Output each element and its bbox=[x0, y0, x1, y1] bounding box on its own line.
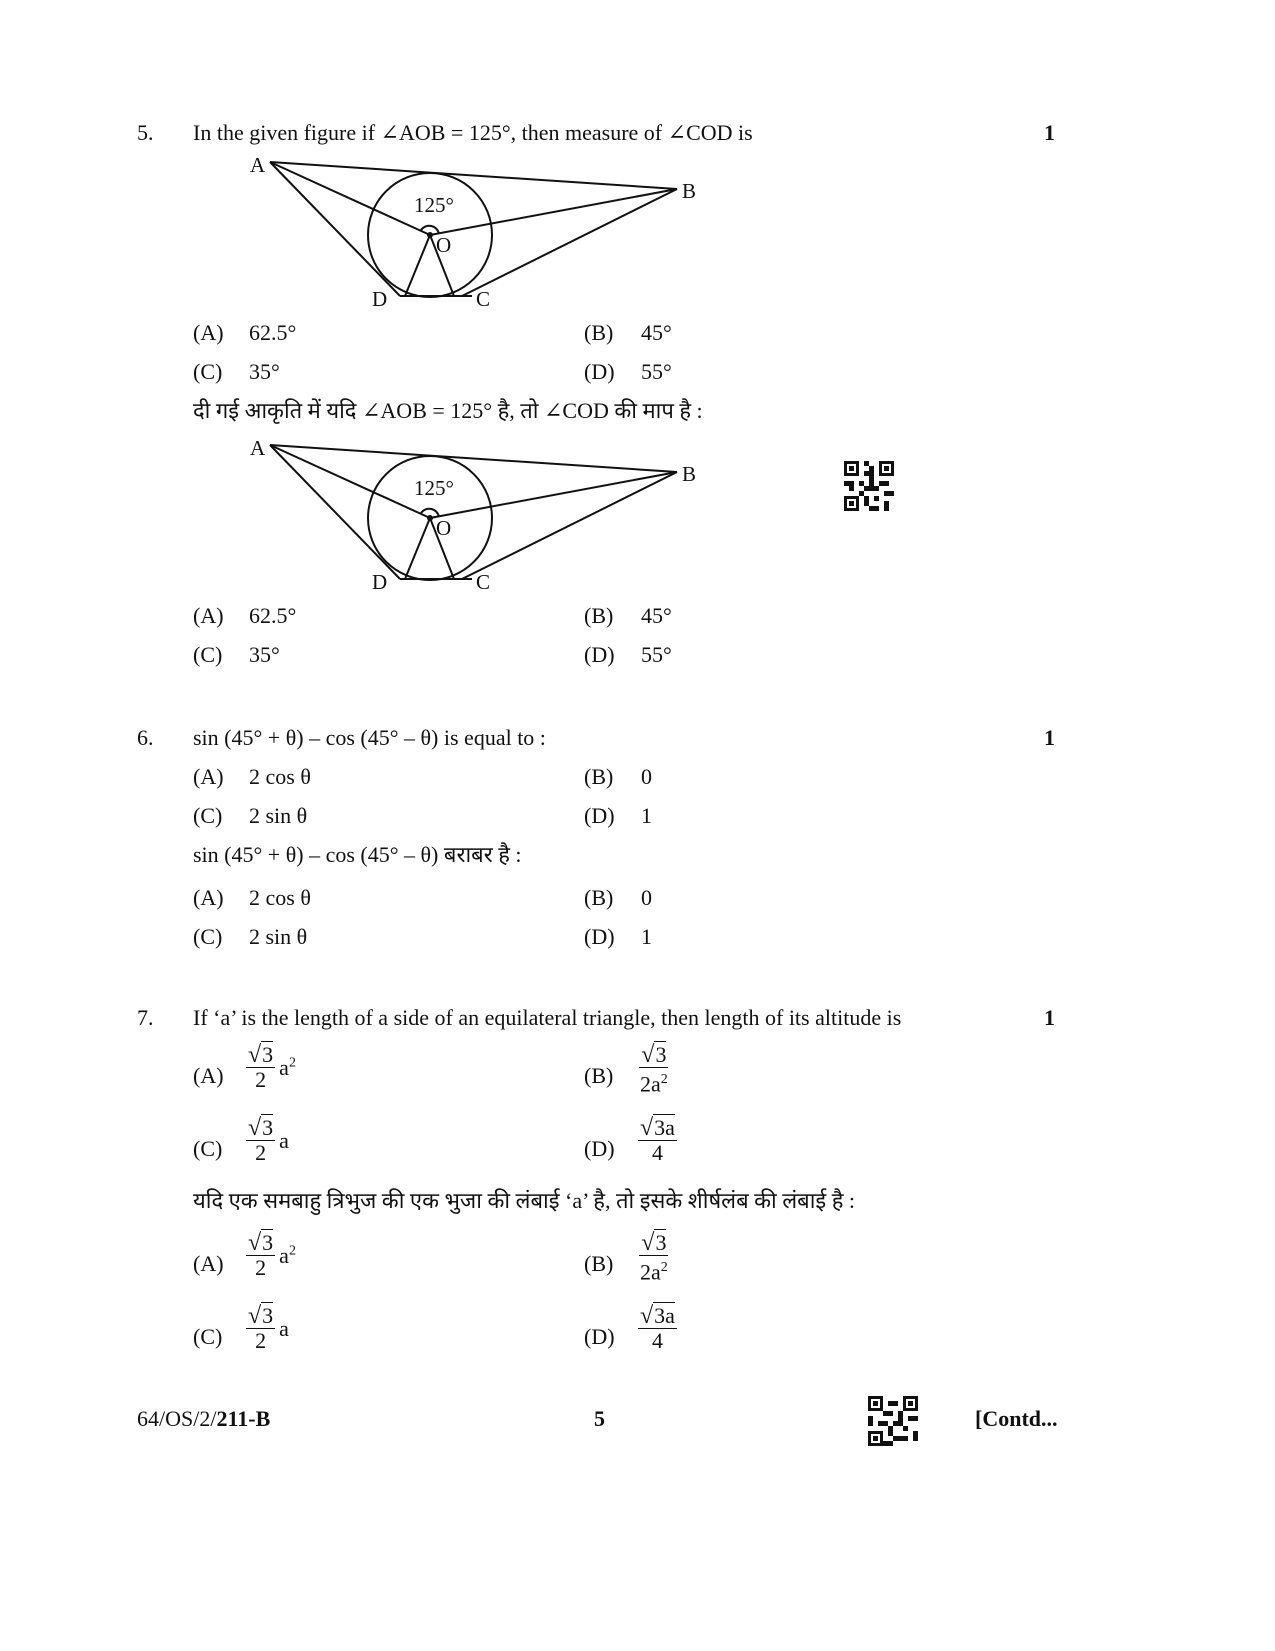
q7-opt-d: $\frac{√3a}{4}$ bbox=[640, 1115, 675, 1165]
q7-marks: 1 bbox=[1044, 1005, 1055, 1030]
q5-hi-opt-c: 35° bbox=[249, 642, 280, 667]
q6-hi-opt-c: 2 sin θ bbox=[249, 924, 308, 949]
q6-hi-opt-c-label: (C) bbox=[193, 924, 223, 949]
q5-opt-c-label: (C) bbox=[193, 359, 223, 384]
q6-opt-b-label: (B) bbox=[584, 764, 614, 789]
q6-text-en: sin (45° + θ) – cos (45° – θ) is equal to : bbox=[193, 725, 546, 750]
q5-figure-en bbox=[240, 148, 710, 313]
q7-hi-opt-b: $\frac{√3}{2a^2}$ bbox=[640, 1230, 668, 1285]
fig1-angle-label: 125° bbox=[414, 193, 454, 217]
q5-hi-opt-b-label: (B) bbox=[584, 603, 614, 628]
fig1-label-d: D bbox=[372, 287, 388, 311]
q6-opt-b: 0 bbox=[641, 764, 652, 789]
fig1-label-a: A bbox=[250, 153, 266, 177]
q7-opt-b: $\frac{√3}{2a^2}$ bbox=[640, 1042, 668, 1097]
q6-hi-opt-a: 2 cos θ bbox=[249, 885, 311, 910]
q5-hi-opt-d: 55° bbox=[641, 642, 672, 667]
q6-opt-a: 2 cos θ bbox=[249, 764, 311, 789]
q7-number: 7. bbox=[137, 1005, 154, 1030]
q5-number: 5. bbox=[137, 120, 154, 145]
fig1-label-c: C bbox=[476, 287, 491, 311]
fig2-label-b: B bbox=[682, 462, 697, 486]
paper-code: 64/OS/2/211-B bbox=[137, 1406, 271, 1431]
q7-hi-opt-a-label: (A) bbox=[193, 1251, 224, 1276]
footer-qr-code-icon bbox=[868, 1396, 918, 1446]
q6-number: 6. bbox=[137, 725, 154, 750]
q6-hi-opt-b-label: (B) bbox=[584, 885, 614, 910]
q7-hi-opt-d-label: (D) bbox=[584, 1324, 615, 1349]
fig2-label-o: O bbox=[436, 516, 452, 540]
q6-hi-opt-d: 1 bbox=[641, 924, 652, 949]
q7-opt-a: $\frac{√3}{2}$ $a^2$ bbox=[248, 1042, 296, 1092]
q7-hi-opt-a: $\frac{√3}{2}$ $a^2$ bbox=[248, 1230, 296, 1280]
fig2-label-c: C bbox=[476, 570, 491, 594]
q5-hi-opt-a-label: (A) bbox=[193, 603, 224, 628]
page-number: 5 bbox=[594, 1406, 605, 1431]
q5-opt-b-label: (B) bbox=[584, 320, 614, 345]
q6-opt-d: 1 bbox=[641, 803, 652, 828]
fig1-label-b: B bbox=[682, 179, 697, 203]
q5-opt-d-label: (D) bbox=[584, 359, 615, 384]
q7-opt-b-label: (B) bbox=[584, 1063, 614, 1088]
q6-opt-d-label: (D) bbox=[584, 803, 615, 828]
q7-opt-d-label: (D) bbox=[584, 1136, 615, 1161]
q7-opt-c-label: (C) bbox=[193, 1136, 223, 1161]
fig2-label-d: D bbox=[372, 570, 388, 594]
q5-opt-a-label: (A) bbox=[193, 320, 224, 345]
q6-opt-c: 2 sin θ bbox=[249, 803, 308, 828]
q7-opt-a-label: (A) bbox=[193, 1063, 224, 1088]
q5-hi-opt-d-label: (D) bbox=[584, 642, 615, 667]
q5-text-en: In the given figure if ∠AOB = 125°, then measure of ∠COD is bbox=[193, 120, 753, 145]
q6-hi-opt-b: 0 bbox=[641, 885, 652, 910]
q7-hi-opt-c: $\frac{√3}{2}$ a bbox=[248, 1303, 289, 1353]
q6-opt-a-label: (A) bbox=[193, 764, 224, 789]
fig1-label-o: O bbox=[436, 233, 452, 257]
q5-hi-opt-a: 62.5° bbox=[249, 603, 297, 628]
q5-hi-opt-c-label: (C) bbox=[193, 642, 223, 667]
q5-opt-b: 45° bbox=[641, 320, 672, 345]
q6-text-hi: sin (45° + θ) – cos (45° – θ) बराबर है : bbox=[193, 842, 522, 867]
q7-text-hi: यदि एक समबाहु त्रिभुज की एक भुजा की लंबाई ‘a’ है, तो इसके शीर्षलंब की लंबाई है : bbox=[193, 1188, 856, 1213]
q5-opt-c: 35° bbox=[249, 359, 280, 384]
continued-label: [Contd... bbox=[975, 1406, 1058, 1431]
q7-opt-c: $\frac{√3}{2}$ a bbox=[248, 1115, 289, 1165]
q7-text-en: If ‘a’ is the length of a side of an equilateral triangle, then length of its altitude is bbox=[193, 1005, 902, 1030]
q7-hi-opt-d: $\frac{√3a}{4}$ bbox=[640, 1303, 675, 1353]
q5-text-hi: दी गई आकृति में यदि ∠AOB = 125° है, तो ∠COD की माप है : bbox=[193, 398, 703, 423]
q7-hi-opt-b-label: (B) bbox=[584, 1251, 614, 1276]
fig2-angle-label: 125° bbox=[414, 476, 454, 500]
q5-opt-a: 62.5° bbox=[249, 320, 297, 345]
fig2-label-a: A bbox=[250, 436, 266, 460]
q6-hi-opt-d-label: (D) bbox=[584, 924, 615, 949]
q5-hi-opt-b: 45° bbox=[641, 603, 672, 628]
q5-marks: 1 bbox=[1044, 120, 1055, 145]
q5-opt-d: 55° bbox=[641, 359, 672, 384]
qr-code-icon bbox=[844, 461, 894, 511]
q7-hi-opt-c-label: (C) bbox=[193, 1324, 223, 1349]
q6-hi-opt-a-label: (A) bbox=[193, 885, 224, 910]
q5-figure-hi bbox=[240, 431, 710, 596]
q6-marks: 1 bbox=[1044, 725, 1055, 750]
q6-opt-c-label: (C) bbox=[193, 803, 223, 828]
